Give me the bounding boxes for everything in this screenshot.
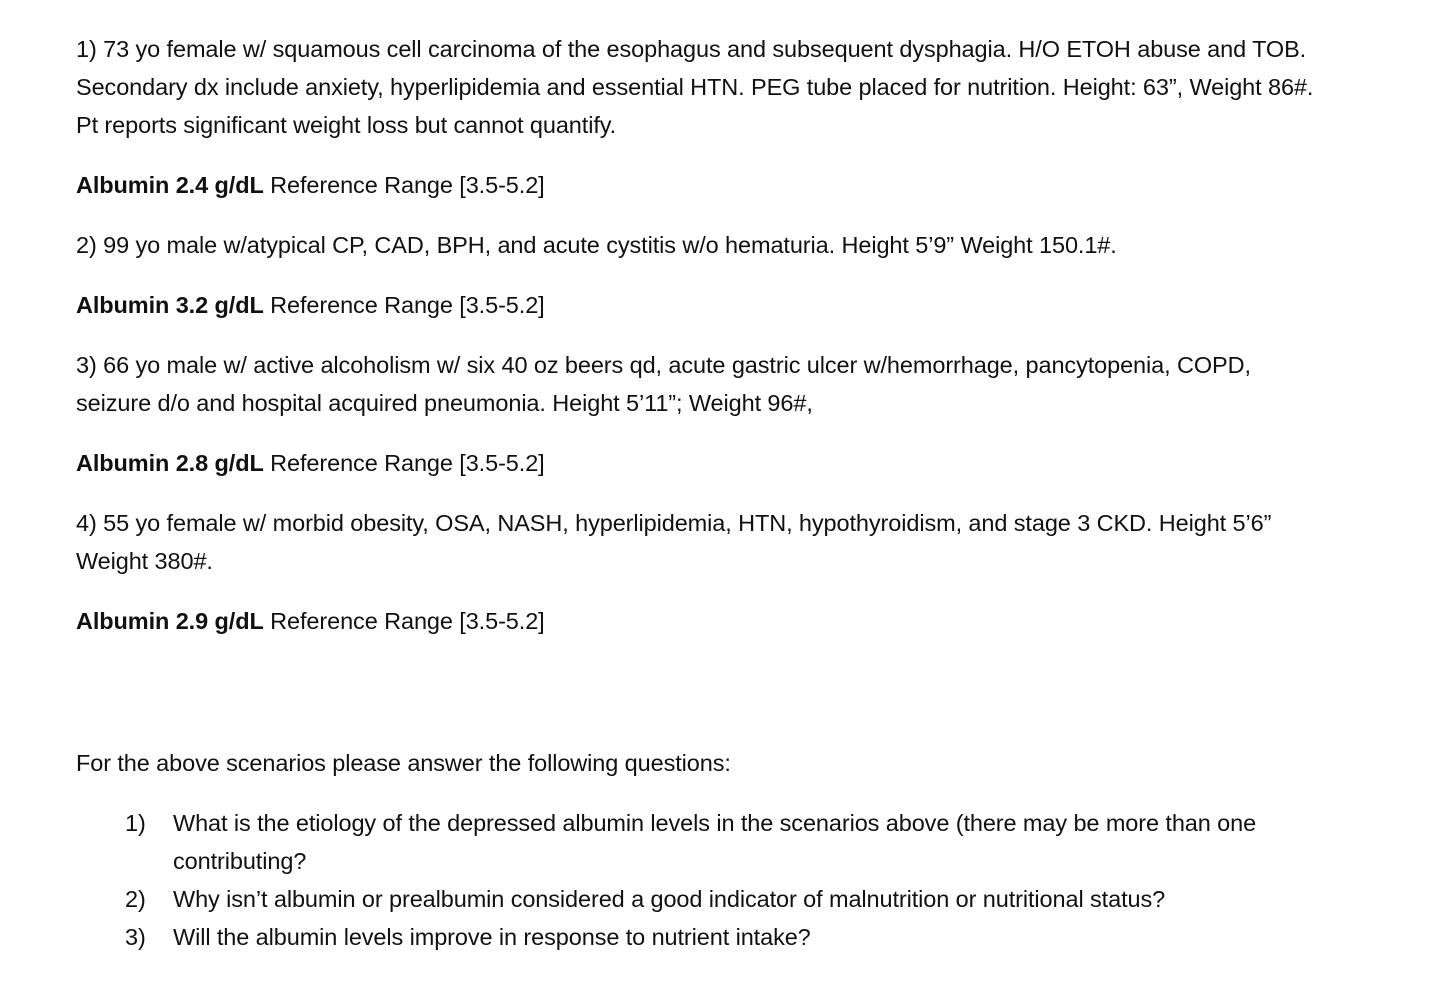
scenario-2-albumin-value: Albumin 3.2 g/dL [76,292,264,318]
scenario-4-albumin-reference: Reference Range [3.5-5.2] [263,608,545,634]
section-spacer [76,662,1406,744]
question-text: Will the albumin levels improve in response to nutrient intake? [173,924,811,950]
scenario-2-text: 2) 99 yo male w/atypical CP, CAD, BPH, and acute cystitis w/o hematuria. Height 5’9” Weight 150.1#. [76,232,1117,258]
scenario-3-albumin-value: Albumin 2.8 g/dL [76,450,264,476]
scenario-4-text: 4) 55 yo female w/ morbid obesity, OSA, NASH, hyperlipidemia, HTN, hypothyroidism, and stage 3 CKD. Height 5’6” Weight 380#. [76,510,1272,574]
question-item-2 [76,880,1323,918]
scenario-3-text: 3) 66 yo male w/ active alcoholism w/ six 40 oz beers qd, acute gastric ulcer w/hemorrhage, pancytopenia, COPD, seizure d/o and hospital acquired pneumonia. Height 5’11”; Weight 96#, [76,352,1251,416]
scenario-4-albumin-value: Albumin 2.9 g/dL [76,608,264,634]
question-number: 3) [125,924,146,950]
scenario-1-albumin-value: Albumin 2.4 g/dL [76,172,264,198]
scenario-3-albumin [76,444,1406,482]
scenario-4-albumin [76,602,1406,640]
question-number: 1) [125,810,146,836]
question-item-3 [76,918,1323,956]
scenario-2-albumin [76,286,1406,324]
questions-intro: For the above scenarios please answer the following questions: [76,750,731,776]
scenario-1-text: 1) 73 yo female w/ squamous cell carcinoma of the esophagus and subsequent dysphagia. H/O ETOH abuse and TOB. Secondary dx include anxiety, hyperlipidemia and essential HTN. PEG tube placed for nutrition. Height: 63”, Weight 86#. Pt reports significant weight loss but cannot quantify. [76,36,1314,138]
scenario-2-albumin-reference: Reference Range [3.5-5.2] [263,292,545,318]
scenario-1-albumin-reference: Reference Range [3.5-5.2] [263,172,545,198]
question-item-1 [76,804,1323,880]
question-number: 2) [125,886,146,912]
question-text: What is the etiology of the depressed albumin levels in the scenarios above (there may be more than one contributing? [173,810,1257,874]
questions-list [76,804,1406,956]
scenario-1-albumin [76,166,1406,204]
question-text: Why isn’t albumin or prealbumin considered a good indicator of malnutrition or nutritional status? [173,886,1166,912]
scenario-3-albumin-reference: Reference Range [3.5-5.2] [263,450,545,476]
document-page [76,30,1406,956]
